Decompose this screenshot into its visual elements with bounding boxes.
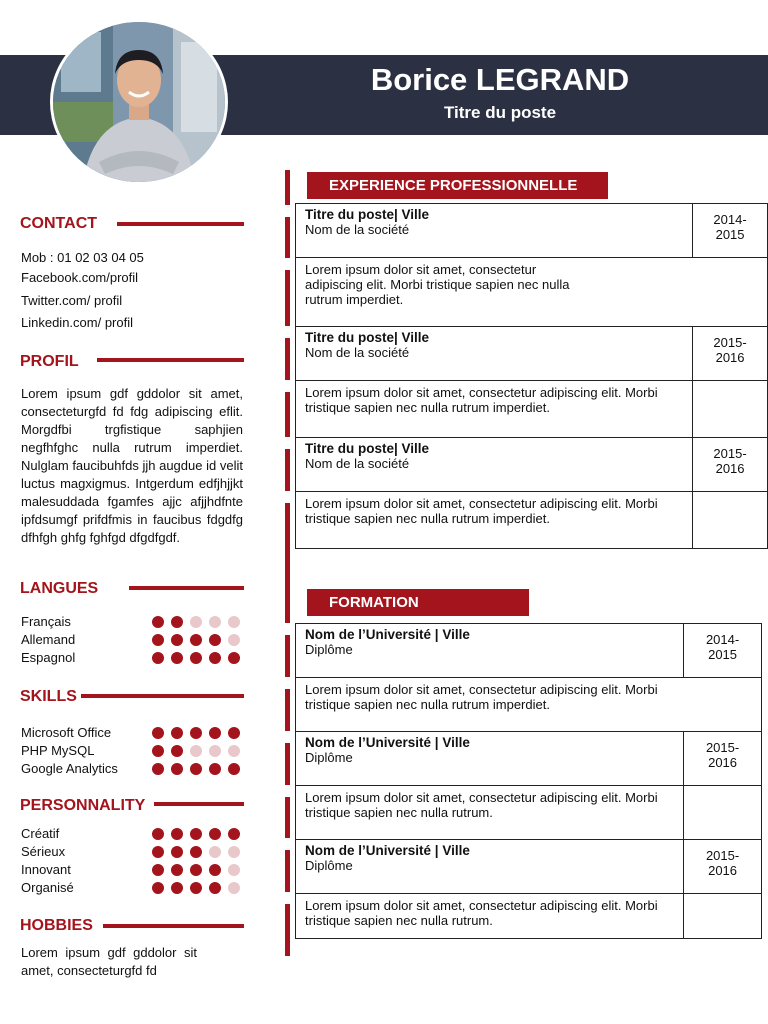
level-dot xyxy=(171,616,183,628)
experience-entry-1-title: Titre du poste| Ville xyxy=(305,207,430,222)
langue-row xyxy=(21,613,243,631)
level-dot xyxy=(190,846,202,858)
profile-photo xyxy=(50,19,228,185)
langue-label: Espagnol xyxy=(21,650,76,665)
langue-row xyxy=(21,649,243,667)
contact-linkedin: Linkedin.com/ profil xyxy=(21,315,133,330)
contact-phone: Mob : 01 02 03 04 05 xyxy=(21,250,144,265)
personnality-rule xyxy=(154,802,244,806)
experience-entry-2-company: Nom de la société xyxy=(305,345,410,360)
personnality-row xyxy=(21,843,243,861)
level-dot xyxy=(171,846,183,858)
level-dot xyxy=(152,616,164,628)
hobbies-text: Lorem ipsum gdf gddolor sit amet, consecteturgfd fd xyxy=(21,945,197,978)
level-dot xyxy=(190,882,202,894)
timeline-gap xyxy=(285,205,290,217)
formation-entry-1-title: Nom de l’Université | Ville xyxy=(305,627,470,642)
experience-entry-2-years xyxy=(693,327,768,381)
level-dot xyxy=(190,763,202,775)
experience-entry-1-heading xyxy=(296,204,693,258)
formation-entry-3-title: Nom de l’Université | Ville xyxy=(305,843,470,858)
level-dot xyxy=(171,882,183,894)
level-dot xyxy=(152,846,164,858)
formation-entry-2 xyxy=(296,732,762,786)
experience-entry-1 xyxy=(296,204,768,258)
formation-entry-3-degree: Diplôme xyxy=(305,858,353,873)
level-dot xyxy=(190,727,202,739)
contact-twitter: Twitter.com/ profil xyxy=(21,293,123,308)
year-end: 2016 xyxy=(708,863,738,878)
profil-rule xyxy=(97,358,244,362)
level-dot xyxy=(152,634,164,646)
personnality-row xyxy=(21,825,243,843)
level-dot xyxy=(171,763,183,775)
year-end: 2015 xyxy=(715,227,745,242)
timeline-gap xyxy=(285,677,290,689)
level-dot xyxy=(152,745,164,757)
year-end: 2016 xyxy=(715,350,745,365)
formation-entry-3-heading xyxy=(296,840,684,894)
langue-label: Allemand xyxy=(21,632,76,647)
level-dot xyxy=(228,763,240,775)
year-end: 2015 xyxy=(708,647,738,662)
level-dot xyxy=(190,828,202,840)
timeline-gap xyxy=(285,326,290,338)
formation-entry-1-desc: Lorem ipsum dolor sit amet, consectetur adipiscing elit. Morbi tristique sapien nec nulla rutrum imperdiet. xyxy=(296,678,762,732)
empty-cell xyxy=(693,381,768,438)
experience-entry-2-title: Titre du poste| Ville xyxy=(305,330,430,345)
skill-row xyxy=(21,724,243,742)
level-dot xyxy=(209,846,221,858)
level-dot xyxy=(209,882,221,894)
contact-rule xyxy=(117,222,244,226)
timeline-gap xyxy=(285,785,290,797)
formation-entry-2-degree: Diplôme xyxy=(305,750,353,765)
experience-entry-3 xyxy=(296,438,768,492)
formation-heading: FORMATION xyxy=(307,589,529,616)
level-dot xyxy=(171,864,183,876)
skill-label: Google Analytics xyxy=(21,761,118,776)
experience-entry-3-heading xyxy=(296,438,693,492)
experience-entry-3-title: Titre du poste| Ville xyxy=(305,441,430,456)
profil-heading: PROFIL xyxy=(20,353,79,370)
level-dot xyxy=(209,828,221,840)
formation-entry-2-years xyxy=(684,732,762,786)
level-dot xyxy=(228,846,240,858)
profil-text: Lorem ipsum gdf gddolor sit amet, consecteturgfd fd fdg adipiscing eflit. Morgdfbi trgfistique saphjien negfhfghc nulla rutrum imperdiet. Nulglam faucibuhfds jjh augdue id velit luctus magxigmus. Intgerdum edfjhjjkt malesuddada fgamfes ajjc afjjhdfnte ipfdsumgf prifdfmis in faucibus fdgdfg dfhfgh ghfg fghfgd dfgdfgdf. xyxy=(21,386,243,545)
experience-entry-3-years xyxy=(693,438,768,492)
empty-cell xyxy=(684,786,762,840)
skills-heading: SKILLS xyxy=(20,688,77,705)
skill-row xyxy=(21,760,243,778)
timeline-gap xyxy=(285,892,290,904)
contact-heading: CONTACT xyxy=(20,215,98,232)
level-dot xyxy=(209,727,221,739)
year-start: 2015- xyxy=(705,848,740,863)
level-dot xyxy=(228,828,240,840)
level-dot xyxy=(228,882,240,894)
personnality-label: Innovant xyxy=(21,862,71,877)
level-dot xyxy=(190,652,202,664)
level-dot xyxy=(190,745,202,757)
formation-entry-1-heading xyxy=(296,624,684,678)
level-dot xyxy=(228,652,240,664)
year-start: 2015- xyxy=(713,335,747,350)
level-dot xyxy=(190,634,202,646)
year-end: 2016 xyxy=(715,461,745,476)
level-dot xyxy=(190,616,202,628)
year-start: 2015- xyxy=(713,446,747,461)
formation-entry-3 xyxy=(296,840,762,894)
experience-heading: EXPERIENCE PROFESSIONNELLE xyxy=(307,172,608,199)
skill-label: Microsoft Office xyxy=(21,725,112,740)
langue-label: Français xyxy=(21,614,71,629)
timeline-gap xyxy=(285,380,290,392)
empty-cell xyxy=(684,894,762,939)
formation-table xyxy=(295,623,762,939)
level-dot xyxy=(152,882,164,894)
contact-facebook: Facebook.com/profil xyxy=(21,270,139,285)
personnality-row xyxy=(21,861,243,879)
langues-rule xyxy=(129,586,244,590)
level-dot xyxy=(152,864,164,876)
skill-label: PHP MySQL xyxy=(21,743,95,758)
experience-entry-3-desc: Lorem ipsum dolor sit amet, consectetur adipiscing elit. Morbi tristique sapien nec nulla rutrum imperdiet. xyxy=(296,492,693,549)
personnality-label: Organisé xyxy=(21,880,74,895)
year-start: 2015- xyxy=(705,740,740,755)
hobbies-heading: HOBBIES xyxy=(20,917,93,934)
timeline-gap xyxy=(285,623,290,635)
formation-entry-2-desc: Lorem ipsum dolor sit amet, consectetur adipiscing elit. Morbi tristique sapien nec nulla rutrum. xyxy=(296,786,684,840)
personnality-label: Sérieux xyxy=(21,844,66,859)
timeline-gap xyxy=(285,491,290,503)
timeline-gap xyxy=(285,838,290,850)
timeline-gap xyxy=(285,437,290,449)
level-dot xyxy=(228,864,240,876)
experience-entry-1-company: Nom de la société xyxy=(305,222,410,237)
level-dot xyxy=(209,616,221,628)
level-dot xyxy=(209,652,221,664)
job-title: Titre du poste xyxy=(443,103,557,122)
level-dot xyxy=(228,727,240,739)
level-dot xyxy=(228,745,240,757)
experience-entry-2-heading xyxy=(296,327,693,381)
formation-entry-1-degree: Diplôme xyxy=(305,642,353,657)
skills-rule xyxy=(81,694,244,698)
year-end: 2016 xyxy=(708,755,738,770)
level-dot xyxy=(171,727,183,739)
formation-entry-3-desc: Lorem ipsum dolor sit amet, consectetur adipiscing elit. Morbi tristique sapien nec nulla rutrum. xyxy=(296,894,684,939)
timeline-gap xyxy=(285,258,290,270)
personnality-row xyxy=(21,879,243,897)
level-dot xyxy=(209,634,221,646)
level-dot xyxy=(152,828,164,840)
candidate-name: Borice LEGRAND xyxy=(370,62,630,97)
experience-entry-1-years xyxy=(693,204,768,258)
langue-row xyxy=(21,631,243,649)
formation-entry-3-years xyxy=(684,840,762,894)
experience-entry-2-desc: Lorem ipsum dolor sit amet, consectetur adipiscing elit. Morbi tristique sapien nec nulla rutrum imperdiet. xyxy=(296,381,693,438)
level-dot xyxy=(171,828,183,840)
level-dot xyxy=(152,727,164,739)
experience-entry-1-desc: Lorem ipsum dolor sit amet, consectetur adipiscing elit. Morbi tristique sapien nec nulla rutrum imperdiet. xyxy=(296,258,768,327)
level-dot xyxy=(209,864,221,876)
level-dot xyxy=(171,634,183,646)
personnality-label: Créatif xyxy=(21,826,60,841)
level-dot xyxy=(190,864,202,876)
skill-row xyxy=(21,742,243,760)
formation-entry-2-title: Nom de l’Université | Ville xyxy=(305,735,470,750)
formation-entry-1 xyxy=(296,624,762,678)
experience-entry-2 xyxy=(296,327,768,381)
langues-heading: LANGUES xyxy=(20,580,99,597)
level-dot xyxy=(228,616,240,628)
formation-entry-1-years xyxy=(684,624,762,678)
timeline-gap xyxy=(285,731,290,743)
level-dot xyxy=(152,652,164,664)
experience-table xyxy=(295,203,768,549)
hobbies-rule xyxy=(103,924,244,928)
formation-entry-2-heading xyxy=(296,732,684,786)
level-dot xyxy=(228,634,240,646)
experience-entry-3-company: Nom de la société xyxy=(305,456,410,471)
level-dot xyxy=(171,745,183,757)
level-dot xyxy=(209,763,221,775)
year-start: 2014- xyxy=(705,632,740,647)
person-photo-icon xyxy=(53,22,225,182)
personnality-heading: PERSONNALITY xyxy=(20,797,146,814)
empty-cell xyxy=(693,492,768,549)
level-dot xyxy=(209,745,221,757)
level-dot xyxy=(152,763,164,775)
level-dot xyxy=(171,652,183,664)
year-start: 2014- xyxy=(713,212,747,227)
